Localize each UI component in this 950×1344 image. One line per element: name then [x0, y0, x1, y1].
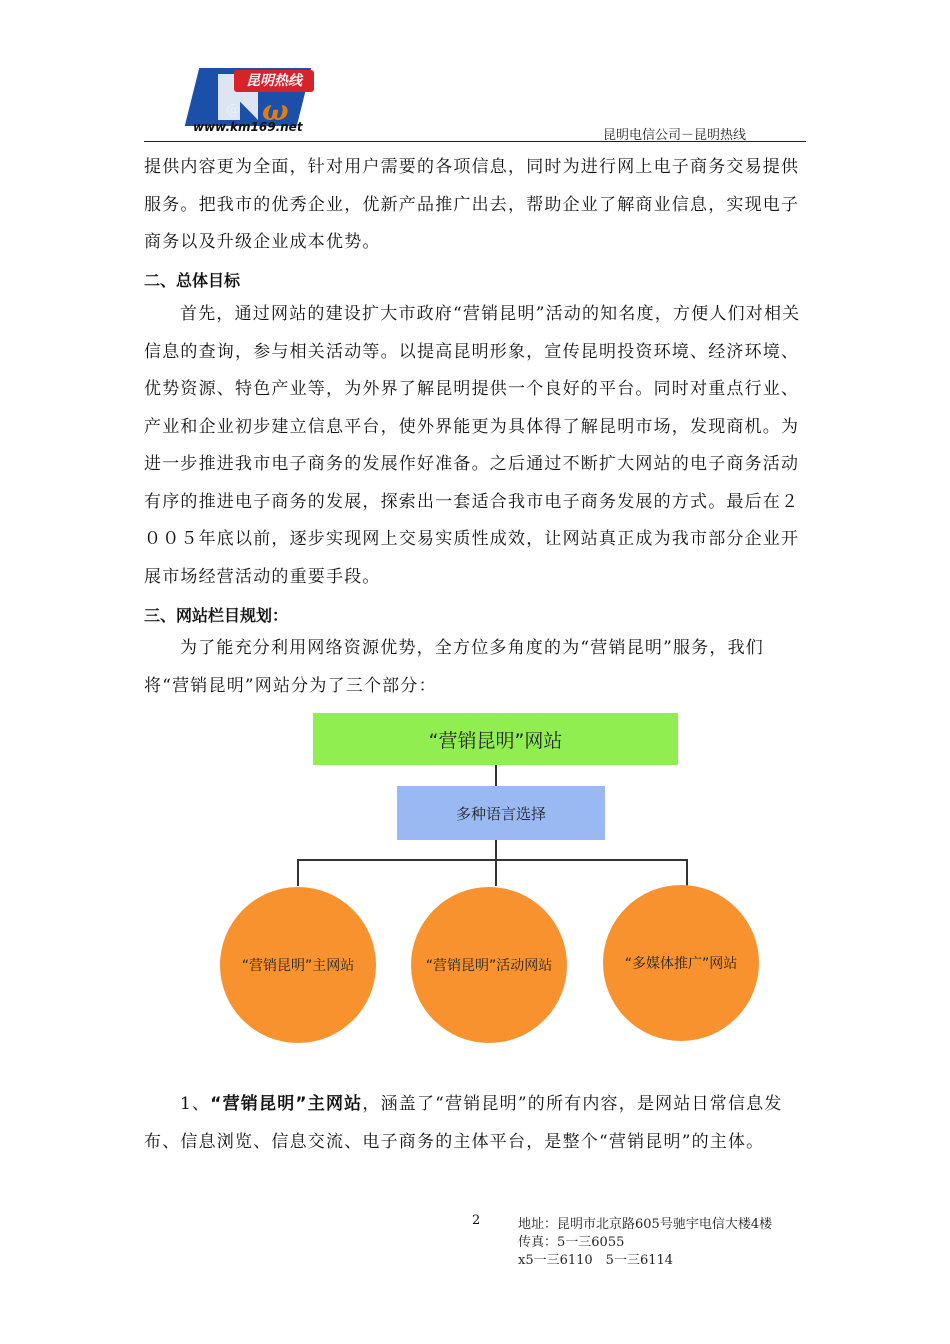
diagram-language-box: 多种语言选择: [397, 786, 605, 840]
diagram-circle-activity-site: “营销昆明”活动网站: [411, 887, 567, 1043]
logo-banner: 昆明热线: [234, 70, 314, 92]
diagram-circle-main-site: “营销昆明”主网站: [220, 887, 376, 1043]
paragraph-goal: [144, 296, 810, 596]
footer-fax: 传真：5一三6055: [518, 1235, 625, 1250]
footer-phone: x5一三6110 5一三6114: [518, 1253, 674, 1268]
header-company: 昆明电信公司－昆明热线: [603, 128, 747, 143]
paragraph-item-1: [144, 1086, 810, 1161]
paragraph-goal-text: 首先，通过网站的建设扩大市政府“营销昆明”活动的知名度，方便人们对相关信息的查询，参与相关活动等。以提高昆明形象，宣传昆明投资环境、经济环境、优势资源、特色产业等，为外界了解昆明提供一个良好的平台。同时对重点行业、产业和企业初步建立信息平台，使外界能更为具体得了解昆明市场，发现商机。为进一步推进我市电子商务的发展作好准备。之后通过不断扩大网站的电子商务活动有序的推进电子商务的发展，探索出一套适合我市电子商务发展的方式。最后在２００５年底以前，逐步实现网上交易实质性成效，让网站真正成为我市部分企业开展市场经营活动的重要手段。: [144, 304, 801, 587]
diagram-connector: [686, 859, 688, 886]
heading-site-plan: 三、网站栏目规划：: [144, 606, 289, 625]
item-1-number: 1、: [180, 1094, 211, 1114]
item-1-text: ，涵盖了“营销昆明”的所有内容，是网站日常信息发布、信息浏览、信息交流、电子商务的主体平台，是整个“营销昆明”的主体。: [144, 1094, 783, 1152]
page-number: 2: [472, 1213, 481, 1228]
footer-address: 地址：昆明市北京路605号驰宇电信大楼4楼: [518, 1217, 773, 1232]
diagram-connector: [495, 840, 497, 860]
paragraph-plan-text: 为了能充分利用网络资源优势，全方位多角度的为“营销昆明”服务，我们将“营销昆明”网站分为了三个部分：: [144, 638, 764, 696]
diagram-connector: [297, 859, 299, 886]
diagram-connector: [495, 859, 497, 886]
diagram-connector: [495, 765, 497, 786]
diagram-circle-multimedia-site: “多媒体推广”网站: [603, 885, 759, 1041]
logo-swirl-icon: ω: [262, 94, 289, 127]
item-1-title: “营销昆明”主网站: [210, 1094, 363, 1114]
header-divider: [144, 141, 806, 142]
heading-overall-goal: 二、总体目标: [144, 271, 241, 290]
diagram-root-box: “营销昆明”网站: [313, 713, 678, 765]
logo-at-icon: @: [226, 102, 240, 118]
diagram-connector: [297, 859, 687, 861]
logo-url: www.km169.net: [193, 120, 303, 134]
paragraph-plan: [144, 630, 810, 705]
paragraph-intro: 提供内容更为全面，针对用户需要的各项信息，同时为进行网上电子商务交易提供服务。把我市的优秀企业，优新产品推广出去，帮助企业了解商业信息，实现电子商务以及升级企业成本优势。: [144, 157, 800, 252]
